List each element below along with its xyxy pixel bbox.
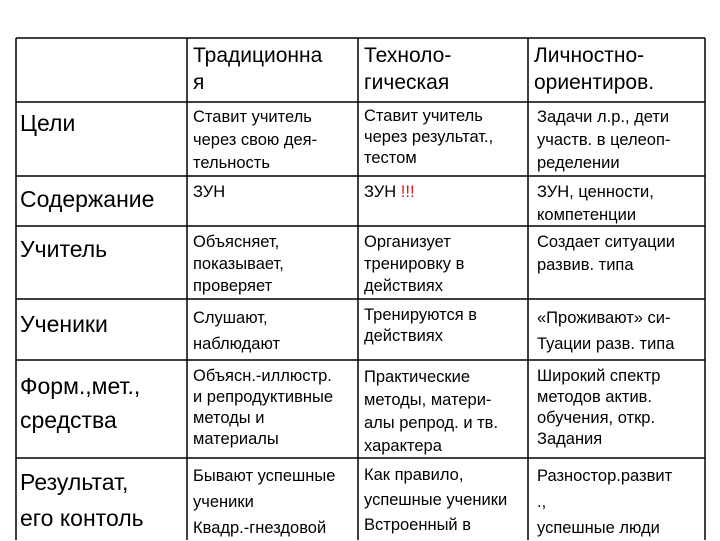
cell-result-personal: Разностор.развит ., успешные люди (537, 467, 673, 537)
row-label-goals: Цели (20, 110, 76, 136)
row-label-content: Содержание (20, 186, 155, 212)
cell-students-technological: Тренируются в действиях (364, 306, 477, 345)
cell-forms-traditional: Объясн.-иллюстр. и репродуктивные методы и материалы (193, 367, 334, 448)
row-label-result-control: Результат, его контоль (20, 469, 144, 531)
cell-content-technological (364, 181, 526, 204)
cell-students-traditional: Слушают, наблюдают (193, 309, 281, 353)
header-traditional: Традиционна я (193, 44, 323, 94)
row-label-teacher: Учитель (20, 236, 108, 262)
cell-content-personal: ЗУН, ценности, компетенции (537, 183, 654, 224)
cell-goals-traditional: Ставит учитель через свою дея- тельность (193, 108, 318, 172)
header-personal: Личностно- ориентиров. (534, 44, 655, 94)
cell-result-traditional: Бывают успешные ученики Квадр.-гнездовой (193, 467, 336, 537)
emphasis-marks: !!! (400, 183, 415, 201)
cell-goals-personal: Задачи л.р., дети участв. в целеоп- ределении (537, 108, 671, 172)
cell-forms-personal: Широкий спектр методов актив. обучения, откр. Задания (537, 367, 661, 448)
zun-text: ЗУН (364, 183, 397, 201)
cell-goals-technological: Ставит учитель через результат., тестом (364, 107, 494, 167)
row-label-students: Ученики (20, 311, 108, 337)
cell-content-traditional: ЗУН (193, 183, 226, 201)
header-technological: Техноло- гическая (364, 44, 452, 94)
cell-teacher-technological: Организует тренировку в действиях (364, 233, 465, 295)
cell-result-technological: Как правило, успешные ученики Встроенный в (364, 466, 508, 534)
cell-students-personal: «Проживают» си- Туации разв. типа (537, 309, 675, 353)
cell-teacher-traditional: Объясняет, показывает, проверяет (193, 233, 284, 295)
row-label-forms-methods: Форм.,мет., средства (20, 373, 141, 433)
cell-forms-technological: Практические методы, матери- алы репрод. и тв. характера (364, 368, 499, 455)
cell-teacher-personal: Создает ситуации развив. типа (537, 233, 676, 274)
